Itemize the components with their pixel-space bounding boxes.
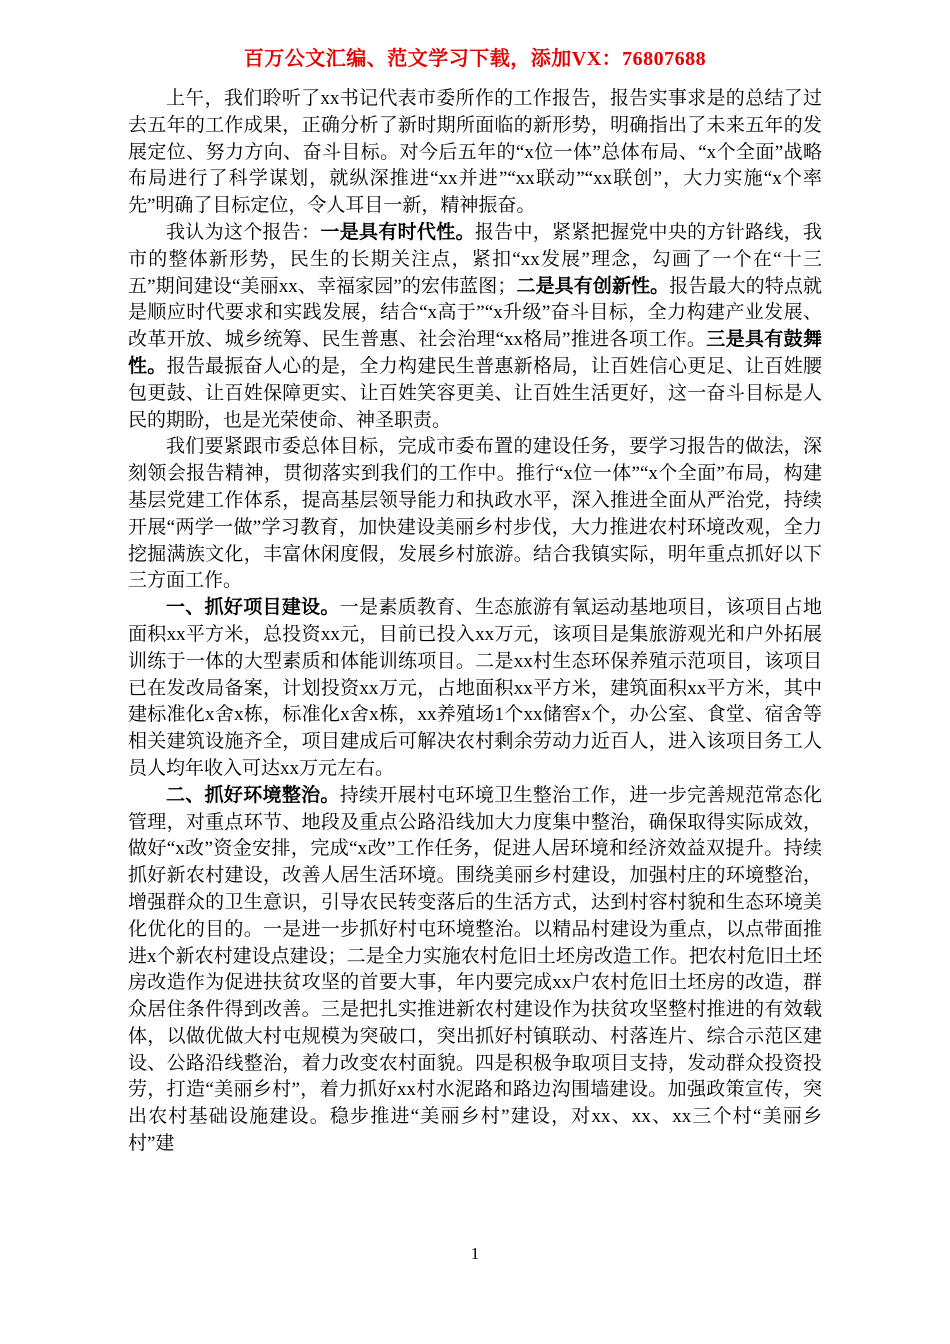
text-run: 持续开展村屯环境卫生整治工作，进一步完善规范常态化管理，对重点环节、地段及重点公路沿线加大力度集中整治，确保取得实际成效，做好“x改”资金安排，完成“x改”工作任务，促进人居环境和经济效益双提升。持续抓好新农村建设，改善人居生活环境。围绕美丽乡村建设，加强村庄的环境整治，增强群众的卫生意识，引导农民转变落后的生活方式，达到村容村貌和生态环境美化优化的目的。一是进一步抓好村屯环境整治。以精品村建设为重点，以点带面推进x个新农村建设点建设；二是全力实施农村危旧土坯房改造工作。把农村危旧土坯房改造作为促进扶贫攻坚的首要大事，年内要完成xx户农村危旧土坯房的改造，群众居住条件得到改善。三是把扎实推进新农村建设作为扶贫攻坚整村推进的有效载体，以做优做大村屯规模为突破口，突出抓好村镇联动、村落连片、综合示范区建设、公路沿线整治，着力改变农村面貌。四是积极争取项目支持，发动群众投资投劳，打造“美丽乡村”，着力抓好xx村水泥路和路边沟围墙建设。加强政策宣传，突出农村基础设施建设。稳步推进“美丽乡村”建设，对xx、xx、xx三个村“美丽乡村”建 [128,784,822,1155]
page-number: 1 [470,1244,480,1263]
text-run-bold: 二是具有创新性。 [516,275,670,297]
text-run-bold: 二、抓好环境整治。 [166,784,340,806]
paragraph-report-evaluation [128,220,822,434]
text-run-bold: 一是具有时代性。 [320,221,475,243]
header-watermark [0,42,950,71]
text-run: 我们要紧跟市委总体目标，完成市委布置的建设任务，要学习报告的做法，深刻领会报告精神，贯彻落实到我们的工作中。推行“x位一体”“x个全面”布局，构建基层党建工作体系，提高基层领导能力和执政水平，深入推进全面从严治党，持续开展“两学一做”学习教育，加快建设美丽乡村步伐，大力推进农村环境改观，全力挖掘满族文化，丰富休闲度假，发展乡村旅游。结合我镇实际，明年重点抓好以下三方面工作。 [128,436,822,592]
paragraph-project-construction [128,595,822,783]
paragraph-intro [128,86,822,220]
text-run: 一是素质教育、生态旅游有氧运动基地项目，该项目占地面积xx平方米，总投资xx元，目前已投入xx万元，该项目是集旅游观光和户外拓展训练于一体的大型素质和体能训练项目。二是xx村生态环保养殖示范项目，该项目已在发改局备案，计划投资xx万元，占地面积xx平方米，建筑面积xx平方米，其中建标准化x舍x栋，标准化x舍x栋，xx养殖场1个xx储窖x个，办公室、食堂、宿舍等相关建筑设施齐全，项目建成后可解决农村剩余劳动力近百人，进入该项目务工人员人均年收入可达xx万元左右。 [128,597,822,779]
page-footer [0,1244,950,1264]
text-run: 上午，我们聆听了xx书记代表市委所作的工作报告，报告实事求是的总结了过去五年的工作成果，正确分析了新时期所面临的新形势，明确指出了未来五年的发展定位、努力方向、奋斗目标。对今后五年的“x位一体”总体布局、“x个全面”战略布局进行了科学谋划，就纵深推进“xx并进”“xx联动”“xx联创”，大力实施“x个率先”明确了目标定位，令人耳目一新，精神振奋。 [128,88,822,217]
text-run-bold: 三是具有鼓舞性。 [128,329,822,377]
paragraph-goals [128,434,822,595]
header-watermark-text: 百万公文汇编、范文学习下载，添加VX：76807688 [243,48,707,70]
text-run: 报告中，紧紧把握党中央的方针路线，我市的整体新形势，民生的长期关注点，紧扣“xx发展”理念，勾画了一个在“十三五”期间建设“美丽xx、幸福家园”的宏伟蓝图； [128,221,822,297]
text-run: 报告最振奋人心的是，全力构建民生普惠新格局，让百姓信心更足、让百姓腰包更鼓、让百姓保障更实、让百姓笑容更美、让百姓生活更好，这一奋斗目标是人民的期盼，也是光荣使命、神圣职责。 [128,355,822,431]
text-run: 报告最大的特点就是顺应时代要求和实践发展，结合“x高于”“x升级”奋斗目标，全力构建产业发展、改革开放、城乡统筹、民生普惠、社会治理“xx格局”推进各项工作。 [128,275,822,351]
paragraph-environment-improvement [128,783,822,1158]
text-run-bold: 一、抓好项目建设。 [166,597,340,619]
text-run: 我认为这个报告： [166,221,321,243]
document-body [128,86,822,1158]
